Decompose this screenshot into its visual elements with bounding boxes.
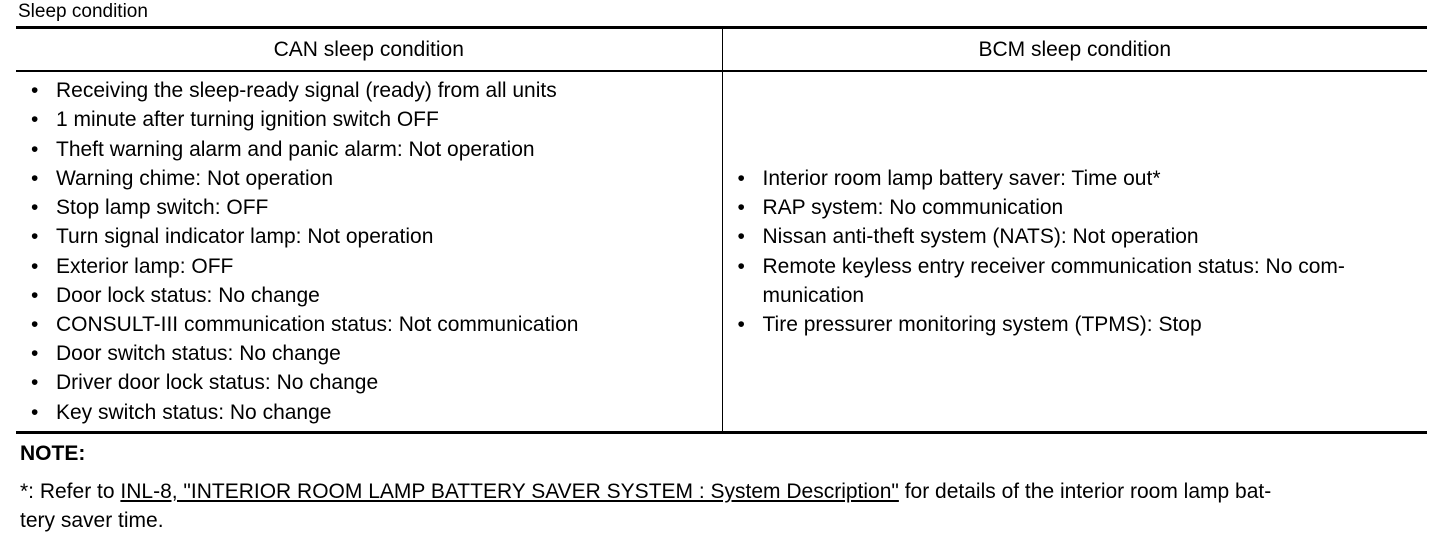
list-item — [16, 193, 714, 222]
list-item — [16, 105, 714, 134]
can-sleep-condition-header: CAN sleep condition — [16, 28, 722, 72]
bullet-icon: • — [31, 166, 39, 190]
bullet-icon: • — [31, 108, 39, 132]
list-item — [16, 164, 714, 193]
bullet-icon: • — [31, 312, 39, 336]
bullet-icon: • — [737, 254, 745, 278]
reference-link[interactable]: INL-8, "INTERIOR ROOM LAMP BATTERY SAVER SYSTEM : System Description" — [120, 480, 899, 503]
list-item — [723, 252, 1416, 310]
bcm-sleep-condition-header: BCM sleep condition — [722, 28, 1427, 72]
table-header-row — [16, 28, 1427, 72]
bullet-icon: • — [31, 196, 39, 220]
list-item-text: Receiving the sleep-ready signal (ready) from all units — [56, 79, 557, 103]
note-label: NOTE: — [20, 442, 86, 465]
bullet-icon: • — [737, 196, 745, 220]
bullet-icon: • — [737, 312, 745, 336]
list-item — [16, 281, 714, 310]
table-caption: Sleep condition — [18, 1, 148, 22]
list-item — [16, 310, 714, 339]
bullet-icon: • — [31, 283, 39, 307]
bullet-icon: • — [31, 254, 39, 278]
table-row — [16, 71, 1427, 433]
bullet-icon: • — [31, 400, 39, 424]
list-item-text: Interior room lamp battery saver: Time out* — [762, 166, 1161, 190]
list-item — [723, 222, 1416, 251]
bcm-sleep-condition-cell — [722, 71, 1427, 433]
list-item-text: Turn signal indicator lamp: Not operation — [56, 225, 434, 249]
list-item — [16, 222, 714, 251]
list-item — [723, 193, 1416, 222]
list-item-text: CONSULT-III communication status: Not communication — [56, 312, 579, 336]
list-item-text: Warning chime: Not operation — [56, 166, 334, 190]
list-item — [16, 339, 714, 368]
list-item — [16, 252, 714, 281]
list-item-text: Theft warning alarm and panic alarm: Not operation — [56, 137, 535, 161]
bcm-condition-list — [723, 164, 1428, 339]
bullet-icon: • — [31, 342, 39, 366]
list-item-text: Stop lamp switch: OFF — [56, 196, 269, 220]
bullet-icon: • — [31, 225, 39, 249]
list-item-text: Door lock status: No change — [56, 283, 320, 307]
bullet-icon: • — [31, 79, 39, 103]
list-item-text: Exterior lamp: OFF — [56, 254, 234, 278]
sleep-condition-table — [16, 26, 1427, 434]
list-item-text: Tire pressurer monitoring system (TPMS): Stop — [762, 312, 1202, 336]
list-item — [723, 164, 1416, 193]
list-item — [16, 135, 714, 164]
list-item-text: RAP system: No communication — [762, 196, 1064, 220]
bullet-icon: • — [737, 166, 745, 190]
list-item — [723, 310, 1416, 339]
can-sleep-condition-cell — [16, 71, 722, 433]
note-text — [20, 477, 1425, 535]
list-item-text: 1 minute after turning ignition switch OFF — [56, 108, 439, 132]
list-item-text: Door switch status: No change — [56, 342, 341, 366]
note-suffix: for details of the interior room lamp bat- tery saver time. — [20, 480, 1272, 532]
list-item — [16, 76, 714, 105]
list-item — [16, 368, 714, 397]
can-condition-list — [16, 76, 722, 426]
list-item-text: Nissan anti-theft system (NATS): Not operation — [762, 225, 1199, 249]
list-item-text: Driver door lock status: No change — [56, 371, 379, 395]
list-item-text: Remote keyless entry receiver communication status: No com- munication — [762, 254, 1345, 307]
list-item — [16, 398, 714, 427]
bullet-icon: • — [31, 137, 39, 161]
list-item-text: Key switch status: No change — [56, 400, 332, 424]
note-prefix: *: Refer to — [20, 480, 121, 503]
bullet-icon: • — [31, 371, 39, 395]
bullet-icon: • — [737, 225, 745, 249]
